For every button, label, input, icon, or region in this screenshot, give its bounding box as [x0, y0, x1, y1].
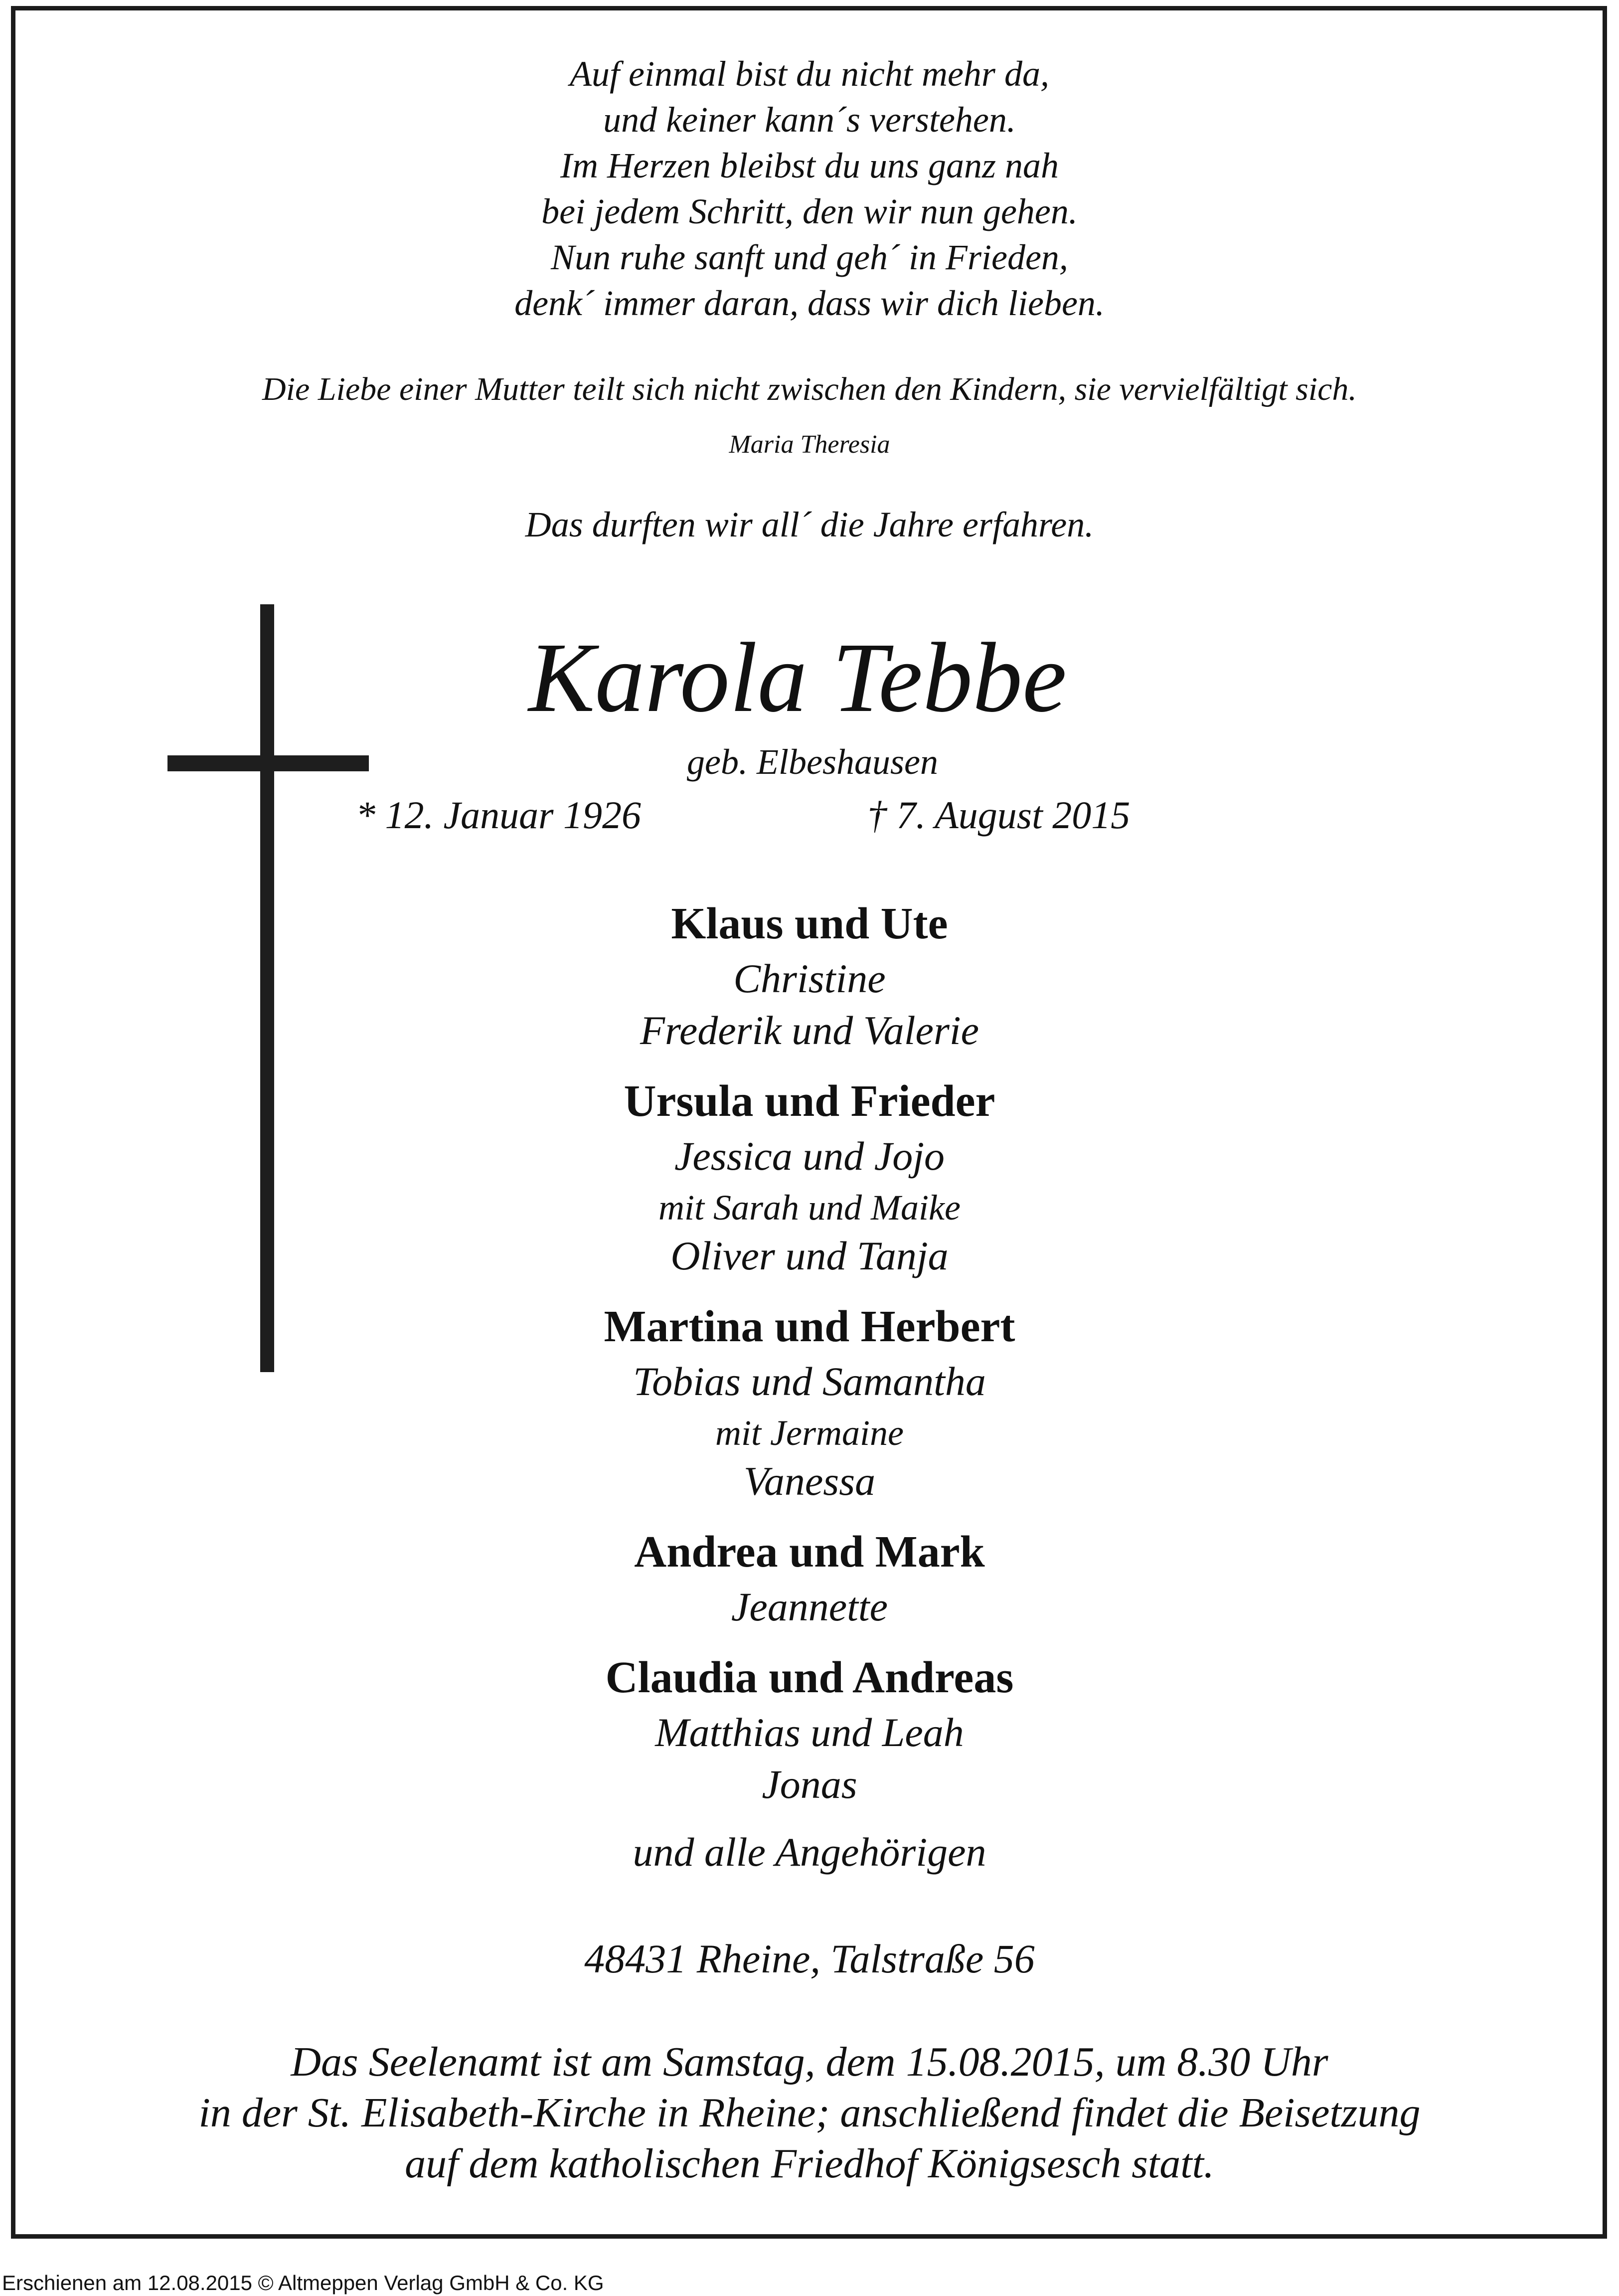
- family-member: Christine: [733, 956, 886, 1001]
- family-member: mit Sarah und Maike: [658, 1188, 961, 1228]
- family-head: Ursula und Frieder: [624, 1076, 995, 1126]
- family-member: Frederik und Valerie: [640, 1008, 979, 1053]
- family-member: Tobias und Samantha: [633, 1359, 986, 1404]
- address: 48431 Rheine, Talstraße 56: [584, 1936, 1035, 1981]
- poem-line: denk´ immer daran, dass wir dich lieben.: [514, 283, 1105, 323]
- funeral-line: in der St. Elisabeth-Kirche in Rheine; anschließend findet die Beisetzung: [198, 2090, 1421, 2136]
- birth-date: * 12. Januar 1926: [356, 793, 641, 837]
- funeral-line: auf dem katholischen Friedhof Königsesch statt.: [405, 2140, 1214, 2187]
- experience-line: Das durften wir all´ die Jahre erfahren.: [525, 505, 1094, 544]
- quote-author: Maria Theresia: [729, 430, 890, 459]
- quote-text: Die Liebe einer Mutter teilt sich nicht zwischen den Kindern, sie vervielfältigt sich.: [262, 371, 1357, 407]
- family-member: Jeannette: [731, 1584, 888, 1629]
- poem-line: Nun ruhe sanft und geh´ in Frieden,: [551, 237, 1068, 277]
- cross-icon-bar: [167, 755, 369, 771]
- birth-name: geb. Elbeshausen: [687, 742, 938, 782]
- family-member: Vanessa: [743, 1458, 876, 1504]
- family-head: Klaus und Ute: [671, 899, 948, 948]
- family-head: Andrea und Mark: [634, 1527, 985, 1577]
- relatives-line: und alle Angehörigen: [633, 1829, 986, 1875]
- life-dates: [0, 793, 1619, 837]
- death-date: † 7. August 2015: [867, 793, 1131, 837]
- family-member: Oliver und Tanja: [670, 1233, 949, 1278]
- family-head: Martina und Herbert: [604, 1302, 1015, 1351]
- poem-line: und keiner kann´s verstehen.: [603, 100, 1016, 140]
- funeral-line: Das Seelenamt ist am Samstag, dem 15.08.2015, um 8.30 Uhr: [291, 2039, 1328, 2085]
- family-member: mit Jermaine: [715, 1413, 904, 1453]
- deceased-name: Karola Tebbe: [528, 623, 1067, 733]
- death-date-row: [867, 793, 1226, 837]
- publication-footer: Erschienen am 12.08.2015 © Altmeppen Verlag GmbH & Co. KG: [2, 2271, 604, 2295]
- family-member: Matthias und Leah: [655, 1710, 964, 1755]
- poem-line: Im Herzen bleibst du uns ganz nah: [560, 146, 1059, 185]
- poem-line: bei jedem Schritt, den wir nun gehen.: [541, 191, 1078, 231]
- family-head: Claudia und Andreas: [605, 1653, 1014, 1702]
- poem-line: Auf einmal bist du nicht mehr da,: [570, 54, 1049, 94]
- family-member: Jonas: [762, 1762, 857, 1807]
- family-member: Jessica und Jojo: [674, 1133, 945, 1179]
